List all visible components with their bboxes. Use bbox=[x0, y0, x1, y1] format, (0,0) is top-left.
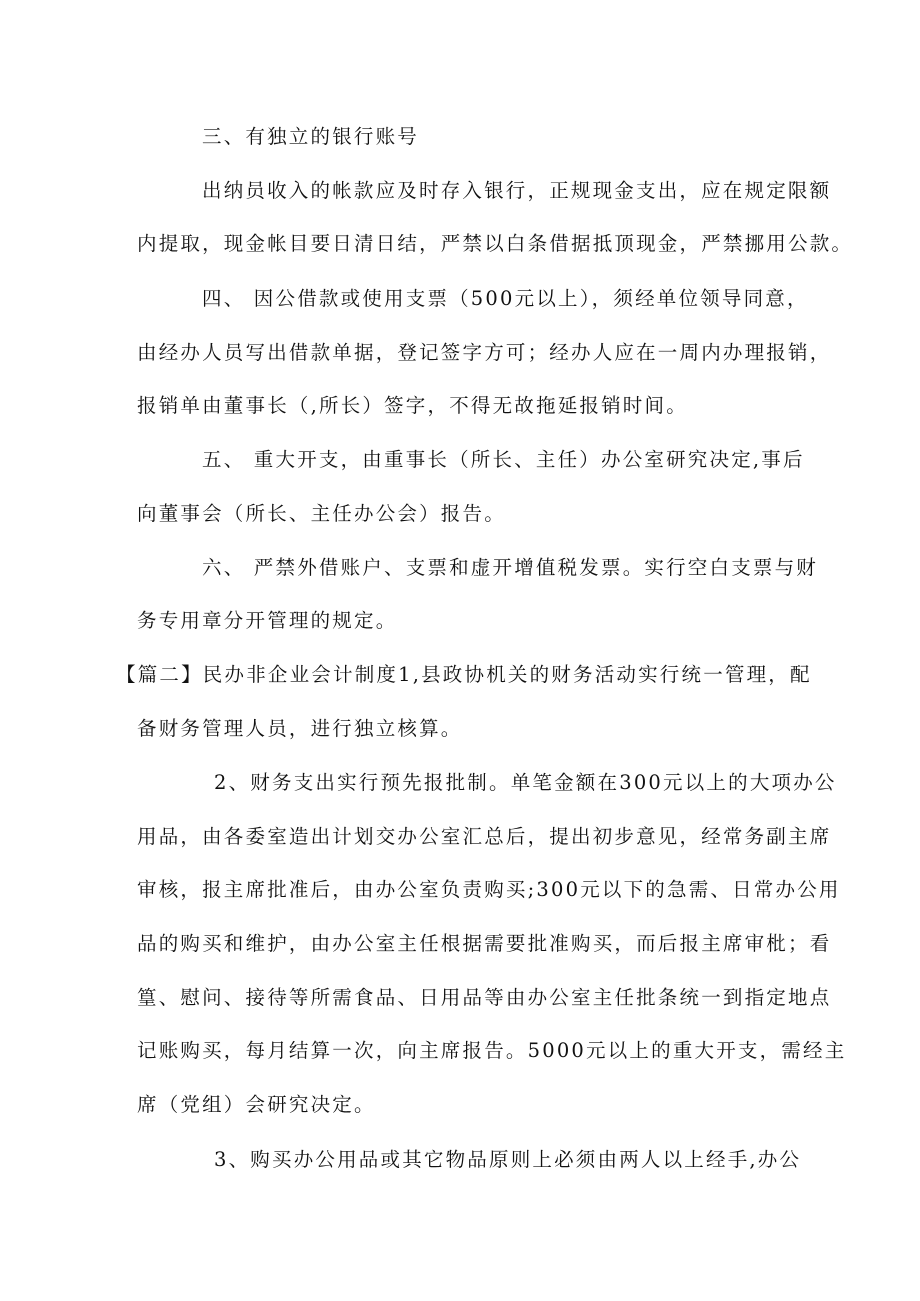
paragraph-line: 出纳员收入的帐款应及时存入银行，正规现金支出，应在规定限额 bbox=[202, 179, 832, 202]
paragraph-line: 向董事会（所长、主任办公会）报告。 bbox=[137, 502, 506, 525]
heading-three: 三、有独立的银行账号 bbox=[202, 125, 420, 148]
paragraph-line: 报销单由董事长（,所长）签字，不得无故拖延报销时间。 bbox=[137, 394, 688, 417]
paragraph-line: 2、财务支出实行预先报批制。单笔金额在300元以上的大项办公 bbox=[214, 771, 837, 794]
paragraph-line: 务专用章分开管理的规定。 bbox=[137, 609, 398, 632]
section-heading-line: 【篇二】民办非企业会计制度1,县政协机关的财务活动实行统一管理，配 bbox=[116, 663, 812, 686]
paragraph-line: 席（党组）会研究决定。 bbox=[137, 1093, 376, 1116]
paragraph-line: 备财务管理人员，进行独立核算。 bbox=[137, 717, 463, 740]
paragraph-line: 篁、慰问、接待等所需食品、日用品等由办公室主任批条统一到指定地点 bbox=[137, 986, 832, 1009]
paragraph-line: 审核，报主席批准后，由办公室负责购买;300元以下的急需、日常办公用 bbox=[137, 878, 841, 901]
paragraph-line: 内提取，现金帐目要日清日结，严禁以白条借据抵顶现金，严禁挪用公款。 bbox=[137, 232, 854, 255]
paragraph-line: 五、 重大开支，由重事长（所长、主任）办公室研究决定,事后 bbox=[202, 448, 805, 471]
paragraph-line: 由经办人员写出借款单据，登记签字方可；经办人应在一周内办理报销， bbox=[137, 341, 832, 364]
paragraph-line: 六、 严禁外借账户、支票和虚开增值税发票。实行空白支票与财 bbox=[202, 556, 818, 579]
paragraph-line: 用品，由各委室造出计划交办公室汇总后，提出初步意见，经常务副主席 bbox=[137, 825, 832, 848]
paragraph-line: 3、购买办公用品或其它物品原则上必须由两人以上经手,办公 bbox=[214, 1148, 802, 1171]
paragraph-line: 四、 因公借款或使用支票（500元以上），须经单位领导同意， bbox=[202, 287, 809, 310]
paragraph-line: 品的购买和维护，由办公室主任根据需要批准购买，而后报主席审枇；看 bbox=[137, 932, 832, 955]
paragraph-line: 记账购买，每月结算一次，向主席报告。5000元以上的重大开支，需经主 bbox=[137, 1039, 847, 1062]
